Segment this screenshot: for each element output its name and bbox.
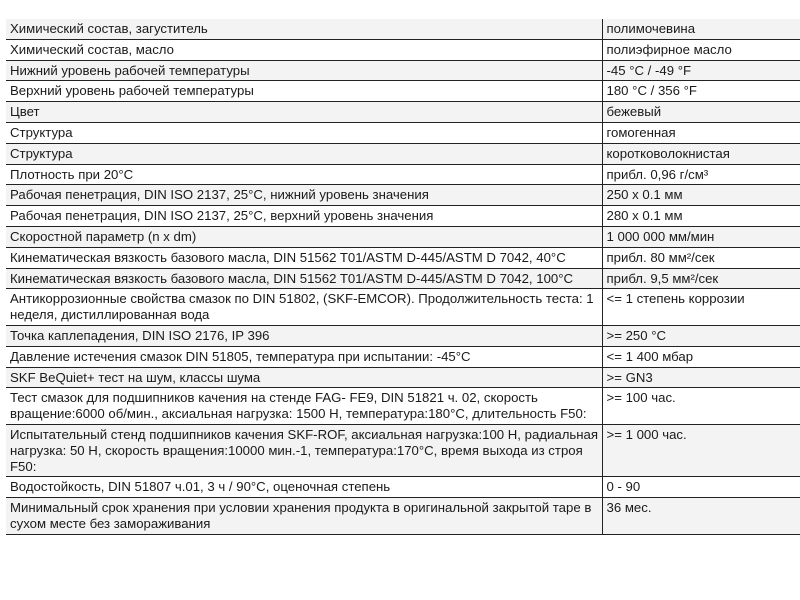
- table-row: [6, 367, 800, 388]
- property-name-cell: Нижний уровень рабочей температуры: [6, 60, 602, 81]
- property-value-cell: >= 1 000 час.: [602, 424, 800, 476]
- property-value-cell: прибл. 80 мм²/сек: [602, 247, 800, 268]
- property-name-cell: Рабочая пенетрация, DIN ISO 2137, 25°C, нижний уровень значения: [6, 185, 602, 206]
- table-row: [6, 226, 800, 247]
- property-value-cell: полимочевина: [602, 19, 800, 39]
- spec-table-body: [6, 19, 800, 534]
- table-row: [6, 81, 800, 102]
- table-row: [6, 102, 800, 123]
- table-row: [6, 325, 800, 346]
- spec-table: [6, 19, 800, 535]
- table-row: [6, 164, 800, 185]
- property-name-cell: Кинематическая вязкость базового масла, DIN 51562 T01/ASTM D-445/ASTM D 7042, 100°C: [6, 268, 602, 289]
- table-row: [6, 206, 800, 227]
- property-value-cell: 1 000 000 мм/мин: [602, 226, 800, 247]
- table-row: [6, 185, 800, 206]
- property-name-cell: Точка каплепадения, DIN ISO 2176, IP 396: [6, 325, 602, 346]
- table-row: [6, 268, 800, 289]
- table-row: [6, 122, 800, 143]
- property-name-cell: Химический состав, загуститель: [6, 19, 602, 39]
- property-name-cell: Химический состав, масло: [6, 39, 602, 60]
- property-name-cell: Верхний уровень рабочей температуры: [6, 81, 602, 102]
- property-value-cell: >= GN3: [602, 367, 800, 388]
- property-name-cell: Водостойкость, DIN 51807 ч.01, 3 ч / 90°C, оценочная степень: [6, 477, 602, 498]
- property-name-cell: Структура: [6, 122, 602, 143]
- property-name-cell: Давление истечения смазок DIN 51805, температура при испытании: -45°C: [6, 346, 602, 367]
- property-value-cell: 36 мес.: [602, 498, 800, 535]
- property-name-cell: Плотность при 20°C: [6, 164, 602, 185]
- property-value-cell: коротковолокнистая: [602, 143, 800, 164]
- table-row: [6, 247, 800, 268]
- property-value-cell: прибл. 0,96 г/см³: [602, 164, 800, 185]
- table-row: [6, 143, 800, 164]
- property-name-cell: Структура: [6, 143, 602, 164]
- property-name-cell: Испытательный стенд подшипников качения SKF-ROF, аксиальная нагрузка:100 Н, радиальная нагрузка: 50 Н, скорость вращения:10000 мин.-1, температура:170°C, время выхода из строя F50:: [6, 424, 602, 476]
- property-value-cell: -45 °C / -49 °F: [602, 60, 800, 81]
- property-name-cell: Минимальный срок хранения при условии хранения продукта в оригинальной закрытой таре в сухом месте без замораживания: [6, 498, 602, 535]
- table-row: [6, 346, 800, 367]
- table-row: [6, 477, 800, 498]
- property-name-cell: Скоростной параметр (n x dm): [6, 226, 602, 247]
- property-value-cell: 0 - 90: [602, 477, 800, 498]
- property-value-cell: гомогенная: [602, 122, 800, 143]
- property-name-cell: Кинематическая вязкость базового масла, DIN 51562 T01/ASTM D-445/ASTM D 7042, 40°C: [6, 247, 602, 268]
- table-row: [6, 424, 800, 476]
- property-value-cell: >= 250 °C: [602, 325, 800, 346]
- property-value-cell: >= 100 час.: [602, 388, 800, 425]
- property-name-cell: Рабочая пенетрация, DIN ISO 2137, 25°C, верхний уровень значения: [6, 206, 602, 227]
- property-value-cell: прибл. 9,5 мм²/сек: [602, 268, 800, 289]
- table-row: [6, 39, 800, 60]
- property-value-cell: бежевый: [602, 102, 800, 123]
- table-row: [6, 388, 800, 425]
- property-value-cell: <= 1 степень коррозии: [602, 289, 800, 326]
- property-name-cell: SKF BeQuiet+ тест на шум, классы шума: [6, 367, 602, 388]
- property-value-cell: полиэфирное масло: [602, 39, 800, 60]
- property-name-cell: Тест смазок для подшипников качения на стенде FAG- FE9, DIN 51821 ч. 02, скорость вращение:6000 об/мин., аксиальная нагрузка: 1500 Н, температура:180°C, длительность F50:: [6, 388, 602, 425]
- table-row: [6, 498, 800, 535]
- table-row: [6, 19, 800, 39]
- property-value-cell: <= 1 400 мбар: [602, 346, 800, 367]
- table-row: [6, 60, 800, 81]
- property-value-cell: 250 x 0.1 мм: [602, 185, 800, 206]
- property-name-cell: Цвет: [6, 102, 602, 123]
- table-row: [6, 289, 800, 326]
- property-value-cell: 280 x 0.1 мм: [602, 206, 800, 227]
- property-name-cell: Антикоррозионные свойства смазок по DIN 51802, (SKF-EMCOR). Продолжительность теста: 1 неделя, дистиллированная вода: [6, 289, 602, 326]
- property-value-cell: 180 °C / 356 °F: [602, 81, 800, 102]
